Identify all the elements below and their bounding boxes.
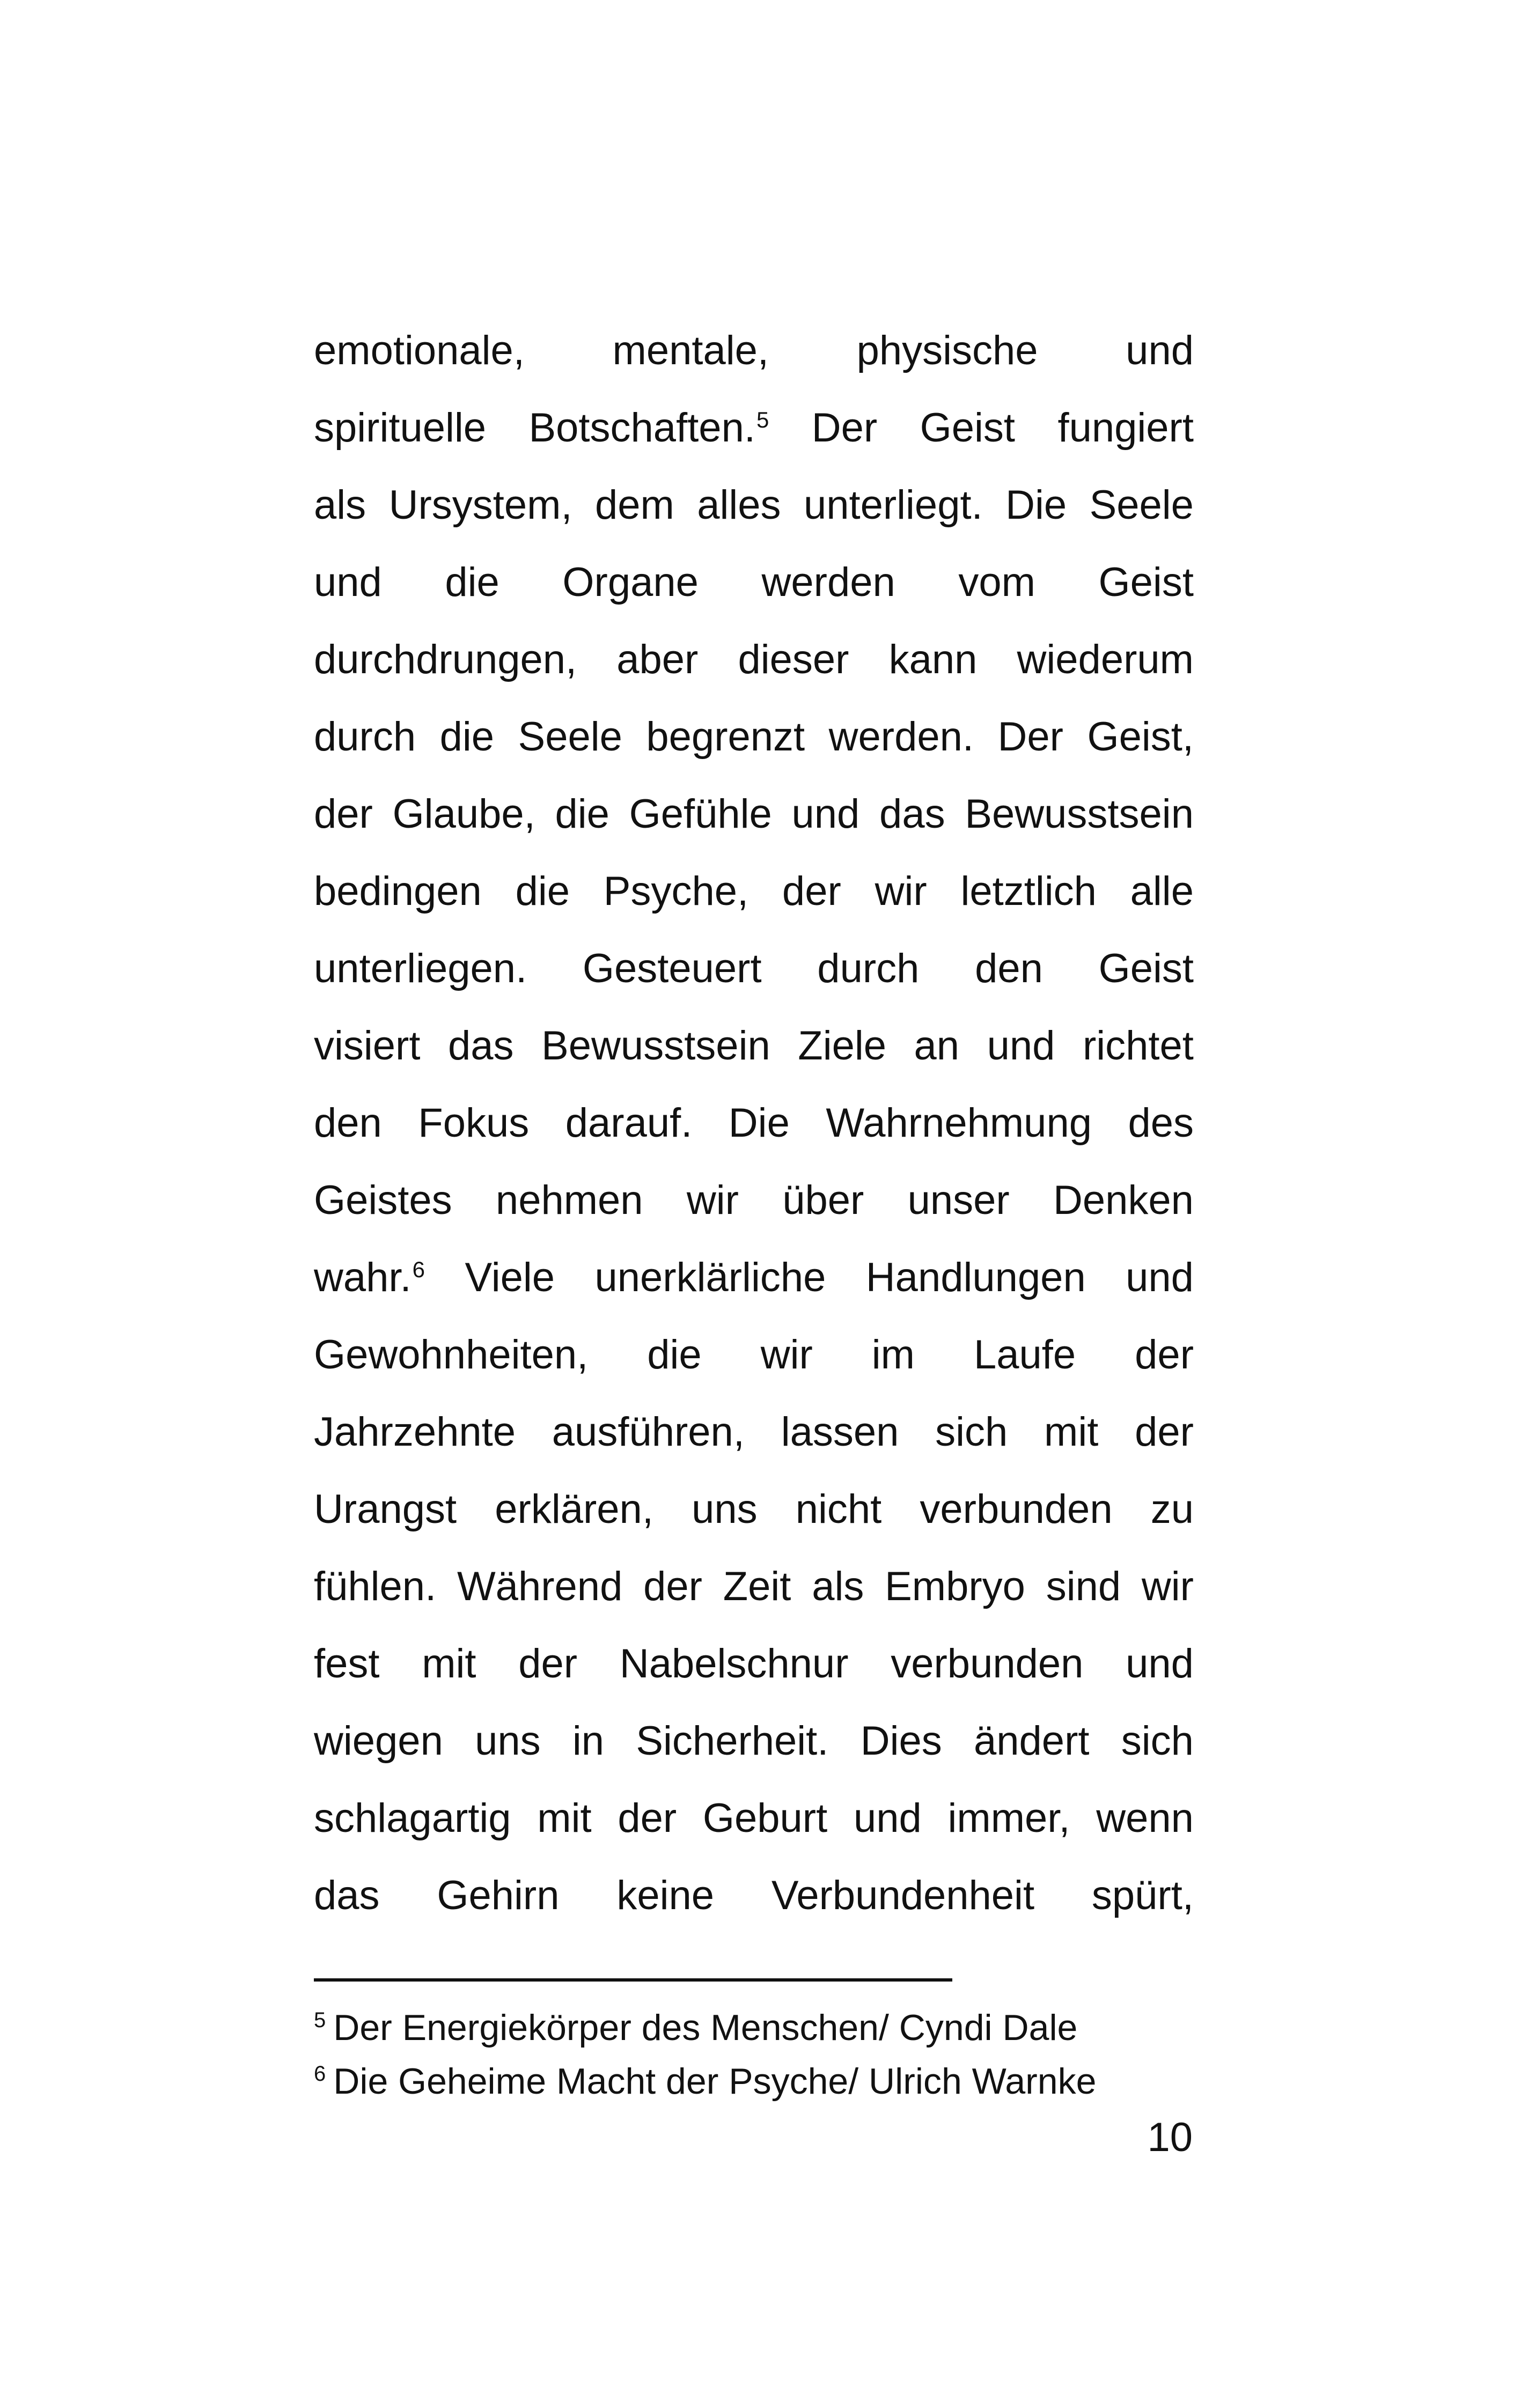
- text-line: [314, 1007, 1194, 1085]
- footnote-6: [314, 2054, 1226, 2108]
- word: fungiert: [1057, 405, 1194, 451]
- word: Der: [997, 714, 1063, 760]
- text-line: [314, 467, 1194, 544]
- body-text: [314, 312, 1194, 1934]
- text-line: [314, 544, 1194, 621]
- word: Geist: [1098, 559, 1194, 605]
- word: Der: [811, 405, 878, 451]
- word: in: [572, 1718, 605, 1764]
- word: Dies: [860, 1718, 942, 1764]
- word: werden: [761, 559, 895, 605]
- word: unterliegen.: [314, 946, 527, 991]
- word: die: [515, 868, 570, 914]
- word: mit: [422, 1641, 476, 1687]
- word: richtet: [1082, 1023, 1194, 1069]
- word: uns: [692, 1486, 758, 1532]
- word: und: [1126, 1255, 1194, 1300]
- word: wir: [875, 868, 927, 914]
- footnotes: [314, 2001, 1226, 2108]
- word: die: [445, 559, 499, 605]
- word: wir: [686, 1177, 739, 1223]
- word: begrenzt: [646, 714, 805, 760]
- word: Botschaften.$^5$: [528, 405, 769, 451]
- word: nicht: [795, 1486, 882, 1532]
- word: mit: [1044, 1409, 1099, 1455]
- word: Fokus: [418, 1100, 530, 1146]
- word: sind: [1046, 1564, 1121, 1609]
- word: dem: [594, 482, 674, 528]
- word: Geist,: [1087, 714, 1194, 760]
- word: Denken: [1053, 1177, 1194, 1223]
- text-line: [314, 1085, 1194, 1162]
- word: alle: [1130, 868, 1194, 914]
- word: uns: [475, 1718, 541, 1764]
- word: Geist: [920, 405, 1016, 451]
- word: die: [555, 791, 609, 837]
- word: und: [791, 791, 860, 837]
- word: Urangst: [314, 1486, 457, 1532]
- word: Sicherheit.: [636, 1718, 829, 1764]
- word: wiegen: [314, 1718, 443, 1764]
- word: Laufe: [973, 1332, 1076, 1378]
- word: letztlich: [960, 868, 1097, 914]
- word: alles: [697, 482, 781, 528]
- word: lassen: [781, 1409, 899, 1455]
- footnote-separator: [314, 1978, 952, 1982]
- word: wiederum: [1017, 637, 1194, 682]
- word: zu: [1150, 1486, 1194, 1532]
- word: Wahrnehmung: [826, 1100, 1092, 1146]
- word: Gefühle: [629, 791, 772, 837]
- word: Ziele: [798, 1023, 886, 1069]
- word: Gehirn: [437, 1873, 560, 1918]
- word: im: [871, 1332, 915, 1378]
- word: Gesteuert: [582, 946, 762, 991]
- word: das: [879, 791, 945, 837]
- footnote-text: Die Geheime Macht der Psyche/ Ulrich Warnke: [333, 2061, 1097, 2102]
- word: das: [314, 1873, 380, 1918]
- word: fest: [314, 1641, 380, 1687]
- word: der: [618, 1795, 677, 1841]
- text-line: [314, 853, 1194, 930]
- text-line: [314, 1239, 1194, 1316]
- word: Psyche,: [603, 868, 749, 914]
- word: mentale,: [612, 328, 769, 373]
- text-line: [314, 1316, 1194, 1394]
- word: bedingen: [314, 868, 482, 914]
- word: vom: [958, 559, 1035, 605]
- word: Bewusstsein: [541, 1023, 770, 1069]
- text-line: [314, 776, 1194, 853]
- footnote-5: [314, 2001, 1226, 2054]
- word: durchdrungen,: [314, 637, 577, 682]
- text-line: [314, 389, 1194, 467]
- word: der: [518, 1641, 578, 1687]
- word: Geburt: [702, 1795, 828, 1841]
- word: sich: [1121, 1718, 1194, 1764]
- word: und: [1126, 328, 1194, 373]
- text-line: [314, 1394, 1194, 1471]
- word: der: [643, 1564, 702, 1609]
- word: Handlungen: [865, 1255, 1086, 1300]
- word: fühlen.: [314, 1564, 437, 1609]
- word: Bewusstsein: [965, 791, 1194, 837]
- word: Geist: [1098, 946, 1194, 991]
- word: als: [314, 482, 366, 528]
- word: des: [1128, 1100, 1194, 1146]
- word: als: [812, 1564, 864, 1609]
- word: Zeit: [723, 1564, 791, 1609]
- footnote-text: Der Energiekörper des Menschen/ Cyndi Dale: [333, 2007, 1078, 2048]
- word: Glaube,: [392, 791, 535, 837]
- word: erklären,: [495, 1486, 653, 1532]
- word: wahr.$^6$: [314, 1255, 425, 1300]
- footnote-reference[interactable]: 6: [412, 1256, 425, 1282]
- word: über: [782, 1177, 864, 1223]
- text-line: [314, 1857, 1194, 1934]
- word: schlagartig: [314, 1795, 511, 1841]
- word: Viele: [465, 1255, 555, 1300]
- word: Nabelschnur: [619, 1641, 849, 1687]
- page-number: 10: [1147, 2115, 1193, 2160]
- word: das: [448, 1023, 514, 1069]
- word: Während: [457, 1564, 623, 1609]
- word: der: [782, 868, 841, 914]
- word: und: [314, 559, 382, 605]
- word: unerklärliche: [594, 1255, 826, 1300]
- word: verbunden: [920, 1486, 1113, 1532]
- text-line: [314, 1703, 1194, 1780]
- word: verbunden: [891, 1641, 1084, 1687]
- word: durch: [314, 714, 416, 760]
- word: werden.: [828, 714, 974, 760]
- word: wenn: [1096, 1795, 1194, 1841]
- word: den: [314, 1100, 382, 1146]
- text-line: [314, 698, 1194, 776]
- word: Geistes: [314, 1177, 452, 1223]
- word: keine: [616, 1873, 715, 1918]
- word: der: [1135, 1332, 1194, 1378]
- word: ausführen,: [552, 1409, 745, 1455]
- word: nehmen: [495, 1177, 643, 1223]
- word: und: [987, 1023, 1055, 1069]
- word: wir: [1141, 1564, 1194, 1609]
- word: Seele: [518, 714, 622, 760]
- word: Embryo: [885, 1564, 1025, 1609]
- word: wir: [760, 1332, 813, 1378]
- word: Seele: [1089, 482, 1194, 528]
- text-line: [314, 930, 1194, 1007]
- word: durch: [817, 946, 920, 991]
- word: an: [914, 1023, 960, 1069]
- word: unser: [907, 1177, 1010, 1223]
- word: Die: [728, 1100, 790, 1146]
- word: spirituelle: [314, 405, 487, 451]
- word: spürt,: [1091, 1873, 1194, 1918]
- footnote-number: 6: [314, 2062, 326, 2086]
- text-line: [314, 621, 1194, 698]
- footnote-reference[interactable]: 5: [756, 407, 769, 432]
- word: Verbundenheit: [771, 1873, 1035, 1918]
- word: sich: [935, 1409, 1008, 1455]
- word: die: [647, 1332, 702, 1378]
- word: aber: [616, 637, 699, 682]
- word: die: [439, 714, 495, 760]
- word: der: [1135, 1409, 1194, 1455]
- word: immer,: [947, 1795, 1070, 1841]
- word: emotionale,: [314, 328, 525, 373]
- text-line: [314, 1625, 1194, 1703]
- word: Organe: [562, 559, 699, 605]
- text-line: [314, 1780, 1194, 1857]
- word: Gewohnheiten,: [314, 1332, 589, 1378]
- word: Ursystem,: [388, 482, 572, 528]
- word: Jahrzehnte: [314, 1409, 516, 1455]
- word: mit: [537, 1795, 592, 1841]
- word: unterliegt.: [803, 482, 983, 528]
- word: kann: [888, 637, 978, 682]
- word: und: [853, 1795, 922, 1841]
- word: physische: [856, 328, 1038, 373]
- word: dieser: [738, 637, 849, 682]
- footnote-number: 5: [314, 2008, 326, 2033]
- word: den: [975, 946, 1043, 991]
- word: darauf.: [565, 1100, 693, 1146]
- word: Die: [1005, 482, 1067, 528]
- text-line: [314, 312, 1194, 389]
- word: der: [314, 791, 373, 837]
- word: visiert: [314, 1023, 421, 1069]
- word: ändert: [974, 1718, 1090, 1764]
- text-line: [314, 1548, 1194, 1625]
- text-line: [314, 1471, 1194, 1548]
- text-line: [314, 1162, 1194, 1239]
- word: und: [1126, 1641, 1194, 1687]
